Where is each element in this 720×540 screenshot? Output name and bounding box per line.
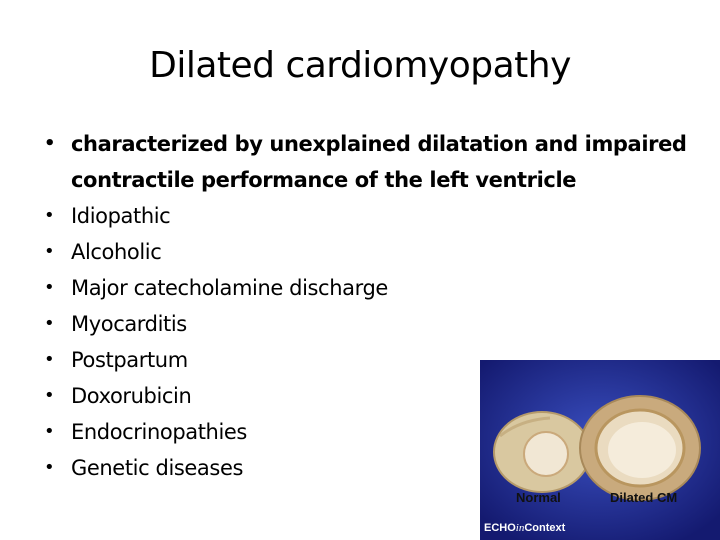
bullet-item (44, 126, 701, 198)
label-dilated-cm: Dilated CM (610, 490, 678, 505)
bullet-text: Major catecholamine discharge (71, 276, 388, 300)
label-normal: Normal (516, 490, 561, 505)
bullet-text: Genetic diseases (71, 456, 244, 480)
bullet-dot-icon: • (44, 385, 55, 406)
bullet-text: Idiopathic (71, 204, 171, 228)
heart-cross-section-illustration (480, 360, 720, 540)
brand-part: ECHO (484, 522, 516, 534)
bullet-text: characterized by unexplained dilatation and impaired contractile performance of the left ventricle (71, 132, 687, 192)
bullet-dot-icon: • (44, 349, 55, 370)
bullet-item (44, 306, 704, 342)
brand-logo (484, 522, 565, 534)
bullet-item (44, 270, 704, 306)
bullet-item (44, 234, 704, 270)
slide-title: Dilated cardiomyopathy (149, 45, 571, 86)
bullet-dot-icon: • (44, 133, 56, 154)
bullet-dot-icon: • (44, 205, 55, 226)
bullet-text: Myocarditis (71, 312, 187, 336)
heart-comparison-image (480, 360, 720, 540)
bullet-text: Alcoholic (71, 240, 162, 264)
bullet-item (44, 198, 704, 234)
bullet-dot-icon: • (44, 457, 55, 478)
bullet-text: Endocrinopathies (71, 420, 247, 444)
bullet-text: Postpartum (71, 348, 188, 372)
bullet-text: Doxorubicin (71, 384, 192, 408)
brand-part: Context (524, 522, 566, 534)
bullet-dot-icon: • (44, 277, 55, 298)
brand-part: in (515, 522, 525, 534)
bullet-dot-icon: • (44, 313, 55, 334)
bullet-dot-icon: • (44, 421, 55, 442)
bullet-dot-icon: • (44, 241, 55, 262)
